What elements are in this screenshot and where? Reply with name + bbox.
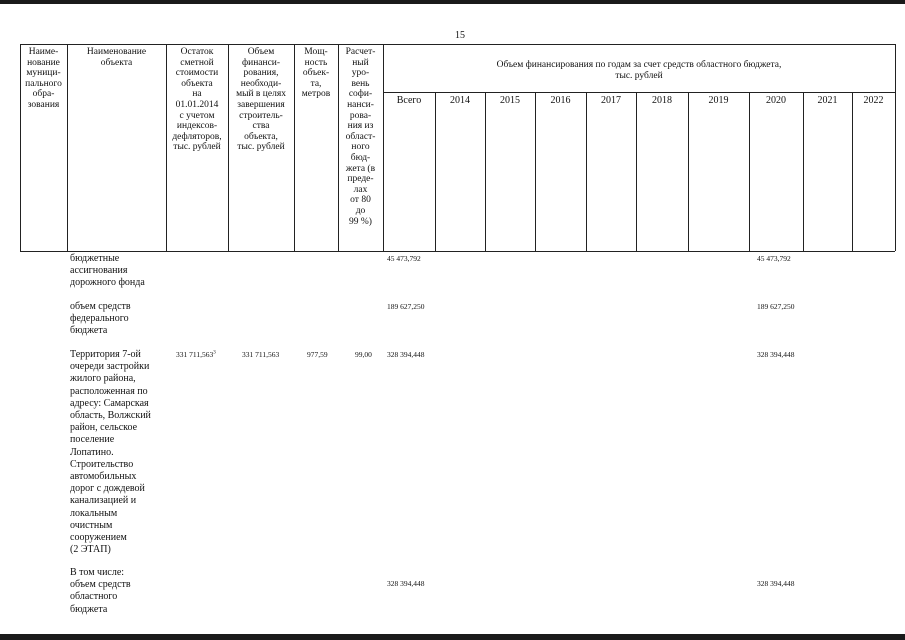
col-line [636, 92, 637, 251]
header-funding-by-year: Объем финансирования по годам за счет средств областного бюджета, тыс. рублей [496, 60, 782, 81]
row-territory-total: 328 394,448 [387, 350, 425, 359]
row-including-2020: 328 394,448 [757, 579, 795, 588]
header-total: Всего [396, 95, 422, 106]
top-border [0, 0, 905, 4]
header-year-2018: 2018 [652, 95, 672, 106]
header-year-2015: 2015 [500, 95, 520, 106]
col-line [749, 92, 750, 251]
header-year-2017: 2017 [601, 95, 621, 106]
row-territory-financing-needed: 331 711,563 [242, 350, 280, 359]
page-number: 15 [455, 30, 465, 41]
header-remaining-cost: Остаток сметной стоимости объекта на 01.01.2014 с учетом индексов- дефляторов, тыс. рублей [172, 47, 222, 153]
row-including-name: В том числе: объем средств областного бюджета [70, 567, 131, 615]
row-road-fund-2020: 45 473,792 [757, 254, 791, 263]
col-line [688, 92, 689, 251]
header-object-name: Наименование объекта [86, 47, 147, 68]
col-line [435, 92, 436, 251]
row-federal-2020: 189 627,250 [757, 302, 795, 311]
row-territory-2020: 328 394,448 [757, 350, 795, 359]
col-line [895, 44, 896, 251]
row-federal-total: 189 627,250 [387, 302, 425, 311]
col-line [67, 44, 68, 251]
header-municipality: Наиме- нование муници- пального обра- зования [25, 47, 62, 110]
col-line [535, 92, 536, 251]
header-year-2019: 2019 [708, 95, 729, 106]
remaining-cost-value: 331 711,563 [176, 350, 214, 359]
header-bottom-line [20, 251, 895, 252]
row-road-fund-total: 45 473,792 [387, 254, 421, 263]
row-territory-capacity: 977,59 [307, 350, 328, 359]
header-capacity: Мощ- ность объек- та, метров [301, 47, 331, 100]
col-line [852, 92, 853, 251]
header-financing-needed: Объем финанси- рования, необходи- мый в целях завершения строитель- ства объекта, тыс. рублей [236, 47, 286, 153]
row-territory-remaining-cost [176, 350, 216, 359]
header-year-2021: 2021 [817, 95, 838, 106]
header-year-2020: 2020 [766, 95, 786, 106]
year-header-line [383, 92, 895, 93]
row-road-fund-name: бюджетные ассигнования дорожного фонда [70, 253, 145, 289]
row-federal-name: объем средств федерального бюджета [70, 301, 131, 337]
header-year-2022: 2022 [863, 95, 884, 106]
col-line [586, 92, 587, 251]
row-territory-cofinancing-level: 99,00 [355, 350, 372, 359]
header-cofinancing-level: Расчет- ный уро- вень софи- нанси- рова- ния из област- ного бюд- жета (в преде- лах от 80 до 99 %) [345, 47, 376, 227]
bottom-border [0, 634, 905, 640]
footnote-mark: 3 [213, 350, 216, 356]
row-including-total: 328 394,448 [387, 579, 425, 588]
col-line [485, 92, 486, 251]
header-year-2016: 2016 [550, 95, 571, 106]
header-year-2014: 2014 [450, 95, 470, 106]
table-top-line [20, 44, 895, 45]
col-line [803, 92, 804, 251]
row-territory-name: Территория 7-ой очереди застройки жилого района, расположенная по адресу: Самарская область, Волжский район, сельское поселение Лопатино. Строительство автомобильных дорог с дождевой канализацией и локальным очистным сооружением (2 ЭТАП) [70, 349, 151, 556]
